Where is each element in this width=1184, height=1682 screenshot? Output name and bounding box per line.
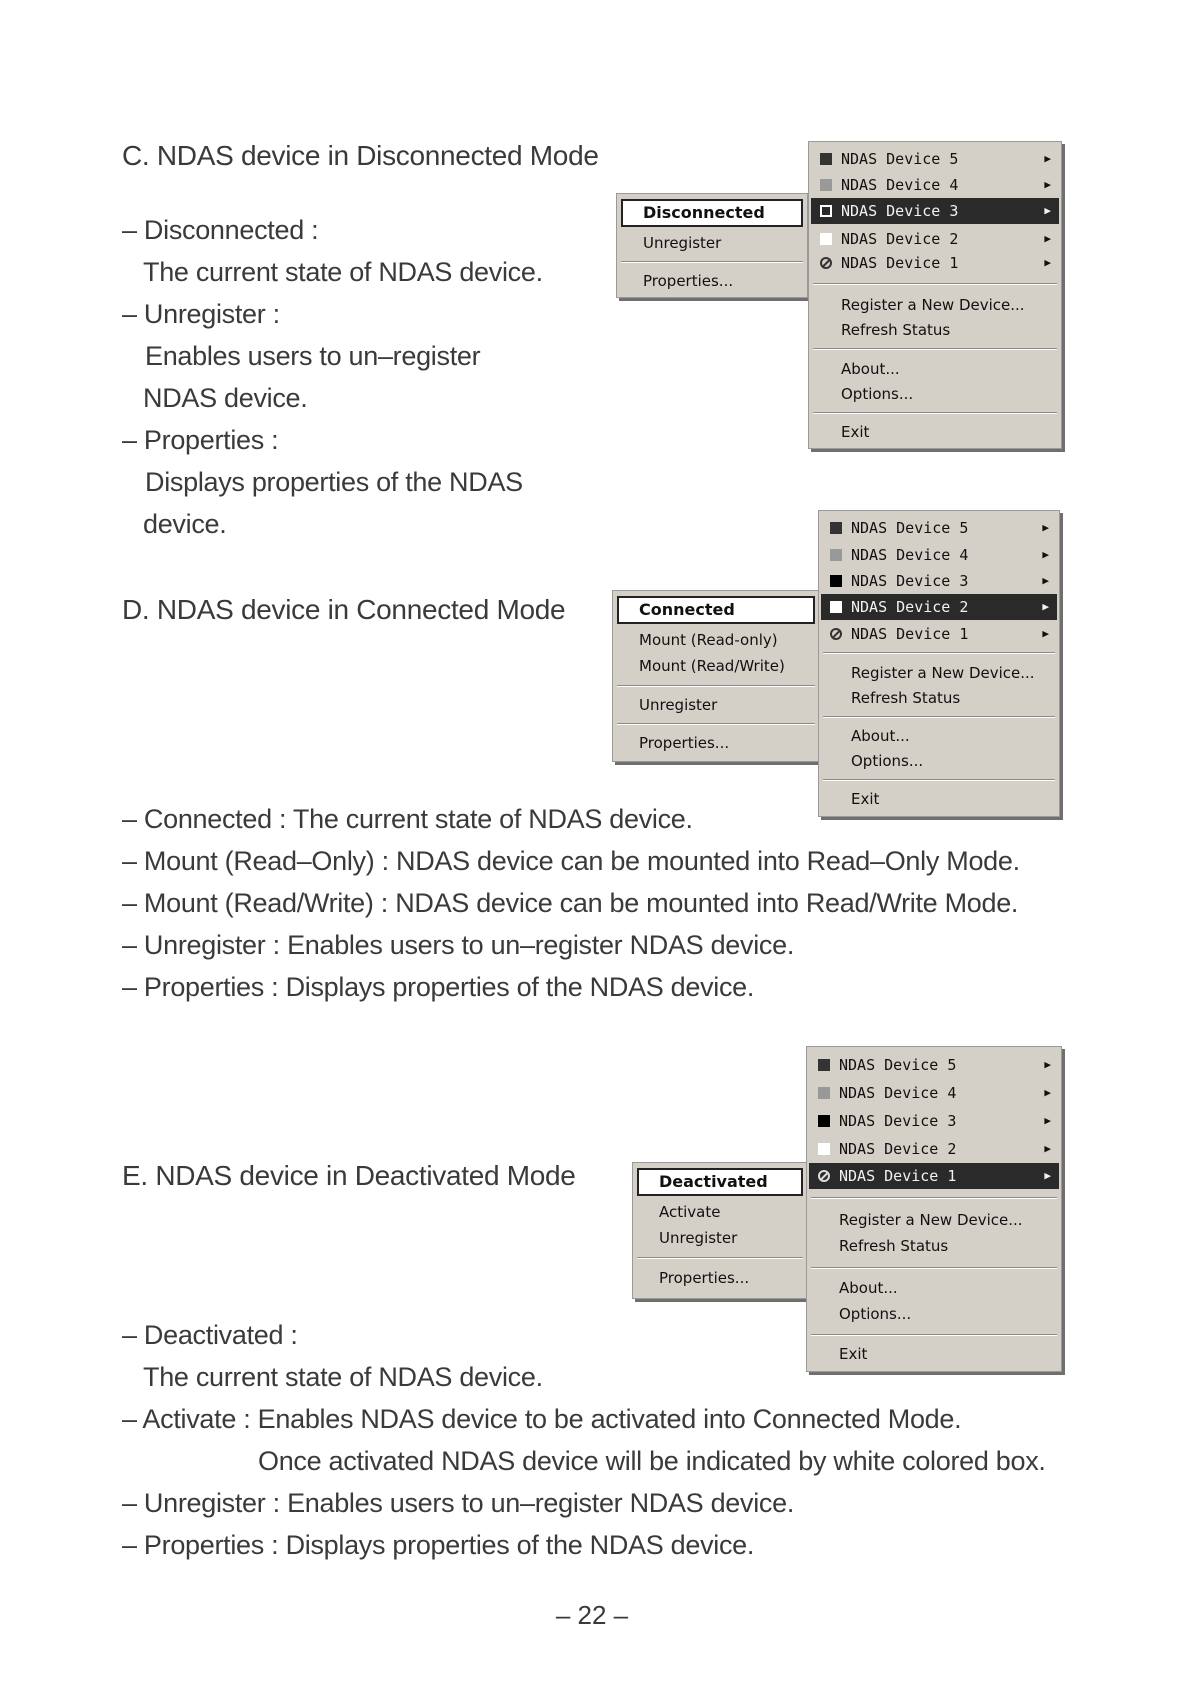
black-square-icon [818, 1115, 830, 1127]
tray-menu-e [806, 1046, 1062, 1372]
menu-separator [811, 1197, 1057, 1199]
submenu-arrow-icon: ▶ [1042, 574, 1049, 587]
tray-device-3[interactable]: NDAS Device 3 ▶ [809, 1108, 1059, 1134]
ban-icon [818, 1170, 830, 1182]
submenu-arrow-icon: ▶ [1044, 1086, 1051, 1099]
section-e-line: – Unregister : Enables users to un–register NDAS device. [122, 1488, 795, 1518]
tray-device-4[interactable]: NDAS Device 4 ▶ [809, 1080, 1059, 1106]
white-square-icon [818, 1143, 830, 1155]
tray-device-3[interactable]: NDAS Device 3 ▶ [821, 568, 1057, 594]
submenu-arrow-icon: ▶ [1044, 1114, 1051, 1127]
white-square-icon [830, 601, 842, 613]
section-e-line: – Properties : Displays properties of the NDAS device. [122, 1530, 755, 1560]
about-item[interactable]: About... [841, 360, 900, 378]
menu-separator [823, 716, 1055, 718]
register-device-item[interactable]: Register a New Device... [839, 1211, 1023, 1229]
white-square-icon [820, 205, 832, 217]
page-number: – 22 – [555, 1600, 629, 1630]
tray-device-4[interactable]: NDAS Device 4 ▶ [821, 542, 1057, 568]
menu-separator [617, 723, 815, 725]
submenu-arrow-icon: ▶ [1042, 627, 1049, 640]
menu-separator [811, 1267, 1057, 1269]
section-c-line: device. [143, 509, 227, 539]
about-item[interactable]: About... [839, 1279, 898, 1297]
tray-device-5[interactable]: NDAS Device 5 ▶ [821, 515, 1057, 541]
submenu-arrow-icon: ▶ [1044, 152, 1051, 165]
gray-square-icon [818, 1087, 830, 1099]
section-c-line: – Properties : [122, 425, 279, 455]
section-d-line: – Unregister : Enables users to un–register NDAS device. [122, 930, 795, 960]
submenu-arrow-icon: ▶ [1044, 178, 1051, 191]
section-e-line: Once activated NDAS device will be indicated by white colored box. [258, 1446, 1046, 1476]
menu-item-unregister[interactable]: Unregister [659, 1229, 738, 1247]
menu-title-connected: Connected [617, 596, 815, 624]
register-device-item[interactable]: Register a New Device... [841, 296, 1025, 314]
submenu-arrow-icon: ▶ [1042, 600, 1049, 613]
tray-device-4[interactable]: NDAS Device 4 ▶ [811, 172, 1059, 198]
about-item[interactable]: About... [851, 727, 910, 745]
section-c-line: – Unregister : [122, 299, 280, 329]
menu-separator [621, 261, 803, 263]
tray-device-5[interactable]: NDAS Device 5 ▶ [809, 1052, 1059, 1078]
tray-device-1[interactable]: NDAS Device 1 ▶ [811, 250, 1059, 276]
section-c-line: NDAS device. [143, 383, 308, 413]
exit-item[interactable]: Exit [841, 423, 870, 441]
menu-separator [823, 779, 1055, 781]
menu-item-unregister[interactable]: Unregister [639, 696, 718, 714]
menu-title-deactivated: Deactivated [637, 1168, 803, 1196]
tray-menu-c [808, 141, 1062, 449]
section-c-line: Enables users to un–register [145, 341, 481, 371]
section-d-line: – Connected : The current state of NDAS device. [122, 804, 693, 834]
section-c-heading: C. NDAS device in Disconnected Mode [122, 140, 599, 171]
tray-menu-d [818, 510, 1060, 817]
menu-item-mount-readonly[interactable]: Mount (Read-only) [639, 631, 778, 649]
menu-item-properties[interactable]: Properties... [643, 272, 734, 290]
section-e-line: – Activate : Enables NDAS device to be activated into Connected Mode. [122, 1404, 962, 1434]
options-item[interactable]: Options... [851, 752, 924, 770]
tray-device-1[interactable]: NDAS Device 1 ▶ [821, 621, 1057, 647]
submenu-arrow-icon: ▶ [1042, 548, 1049, 561]
white-square-icon [820, 233, 832, 245]
submenu-arrow-icon: ▶ [1044, 1169, 1051, 1182]
menu-separator [617, 685, 815, 687]
menu-item-properties[interactable]: Properties... [659, 1269, 750, 1287]
submenu-arrow-icon: ▶ [1044, 1058, 1051, 1071]
register-device-item[interactable]: Register a New Device... [851, 664, 1035, 682]
submenu-arrow-icon: ▶ [1044, 256, 1051, 269]
tray-device-3[interactable]: NDAS Device 3 ▶ [811, 198, 1059, 224]
section-e-heading: E. NDAS device in Deactivated Mode [122, 1160, 576, 1191]
submenu-arrow-icon: ▶ [1044, 1142, 1051, 1155]
section-d-line: – Mount (Read/Write) : NDAS device can be mounted into Read/Write Mode. [122, 888, 1019, 918]
dark-square-icon [820, 153, 832, 165]
context-menu-connected [612, 590, 820, 762]
menu-separator [813, 412, 1057, 414]
section-d-heading: D. NDAS device in Connected Mode [122, 594, 566, 625]
tray-device-2[interactable]: NDAS Device 2 ▶ [821, 594, 1057, 620]
section-e-line: The current state of NDAS device. [143, 1362, 543, 1392]
tray-device-2[interactable]: NDAS Device 2 ▶ [809, 1136, 1059, 1162]
section-e-line: – Deactivated : [122, 1320, 298, 1350]
section-d-line: – Mount (Read–Only) : NDAS device can be mounted into Read–Only Mode. [122, 846, 1020, 876]
section-d-line: – Properties : Displays properties of the NDAS device. [122, 972, 755, 1002]
menu-separator [823, 652, 1055, 654]
menu-item-unregister[interactable]: Unregister [643, 234, 722, 252]
dark-square-icon [830, 522, 842, 534]
menu-item-mount-readwrite[interactable]: Mount (Read/Write) [639, 657, 785, 675]
submenu-arrow-icon: ▶ [1044, 232, 1051, 245]
gray-square-icon [830, 549, 842, 561]
menu-separator [811, 1334, 1057, 1336]
context-menu-deactivated [632, 1162, 808, 1299]
menu-separator [637, 1257, 803, 1259]
options-item[interactable]: Options... [841, 385, 914, 403]
refresh-status-item[interactable]: Refresh Status [839, 1237, 949, 1255]
options-item[interactable]: Options... [839, 1305, 912, 1323]
refresh-status-item[interactable]: Refresh Status [841, 321, 951, 339]
section-c-line: – Disconnected : [122, 215, 319, 245]
menu-item-activate[interactable]: Activate [659, 1203, 721, 1221]
gray-square-icon [820, 179, 832, 191]
menu-separator [813, 283, 1057, 285]
submenu-arrow-icon: ▶ [1042, 521, 1049, 534]
submenu-arrow-icon: ▶ [1044, 204, 1051, 217]
ban-icon [830, 628, 842, 640]
section-c-line: Displays properties of the NDAS [145, 467, 523, 497]
context-menu-disconnected [616, 193, 808, 298]
black-square-icon [830, 575, 842, 587]
ban-icon [820, 257, 832, 269]
exit-item[interactable]: Exit [851, 790, 880, 808]
section-c-line: The current state of NDAS device. [143, 257, 543, 287]
refresh-status-item[interactable]: Refresh Status [851, 689, 961, 707]
menu-separator [813, 348, 1057, 350]
dark-square-icon [818, 1059, 830, 1071]
tray-device-2[interactable]: NDAS Device 2 ▶ [811, 226, 1059, 252]
menu-item-properties[interactable]: Properties... [639, 734, 730, 752]
menu-title-disconnected: Disconnected [621, 199, 803, 227]
exit-item[interactable]: Exit [839, 1345, 868, 1363]
tray-device-1[interactable]: NDAS Device 1 ▶ [809, 1163, 1059, 1189]
tray-device-5[interactable]: NDAS Device 5 ▶ [811, 146, 1059, 172]
